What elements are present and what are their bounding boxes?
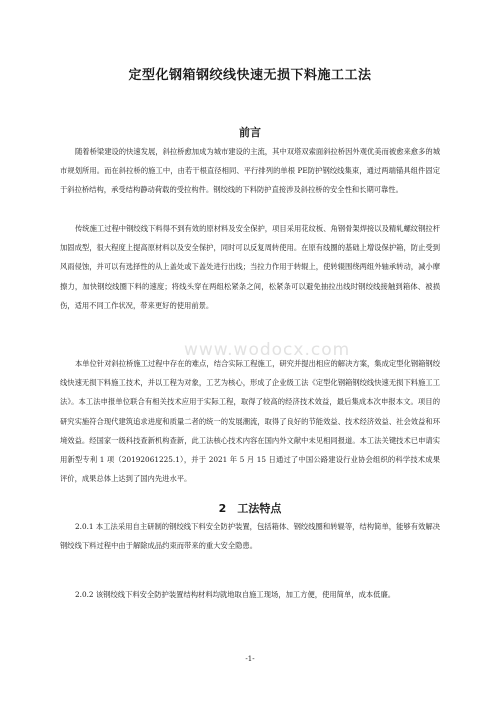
watermark: www.wodocx.com	[184, 340, 351, 360]
section-2-heading: 2 工法特点	[218, 502, 282, 515]
document-title: 定型化钢箱钢绞线快速无损下料施工工法	[128, 68, 372, 83]
page-number: -1-	[245, 655, 255, 663]
preface-paragraph-3: 本单位针对斜拉桥施工过程中存在的难点，结合实际工程施工，研究并提出相应的解决方案，集成定型化钢箱钢绞线快速无损下料施工技术，并以工程为对象，工艺为核心，形成了企业级工法《定型化钢箱钢绞线快速无损下料施工工法》。本工法申报单位联合有相关技术应用于实际工程，取得了较高的经济技术效益，最后集成本次申报本文。项目的研究实施符合现代建筑追求进度和质量二者的统一的发展潮流，取得了良好的节能效益、技术经济效益、社会效益和环境效益。经国家一级科技查新机构查新，此工法核心技术内容在国内外文献中未见相同报道。本工法关键技术已申请实用新型专利 1 项（20192061225.1），并于 2021 年 5 月 15 日通过了中国公路建设行业协会组织的科学技术成果评价，成果总体上达到了国内先进水平。	[60, 359, 440, 484]
section-2-paragraph-2: 2.0.2 该钢绞线下料安全防护装置结构材料均就地取自施工现场，加工方便，使用简单，成本低廉。	[75, 590, 396, 599]
preface-paragraph-2: 传统施工过程中钢绞线下料得不到有效的原材料及安全保护，项目采用花纹板、角钢骨架焊接以及精轧螺纹钢拉杆加固成型，很大程度上提高原材料以及安全保护，同时可以反复周转使用。在原有线圈的基础上增设保护箱，防止受到风雨侵蚀，并可以有选择性的从上盖处或下盖处进行出线；当拉力作用于转辊上，使转辊围绕两组外轴承转动，减小摩擦力，加快钢绞线圈下料的速度；将线头穿在两组松紧条之间，松紧条可以避免抽拉出线时钢绞线接触到箱体、被损伤，适用不同工作状况，带来更好的使用前景。	[60, 224, 440, 310]
preface-heading: 前言	[239, 126, 261, 139]
section-2-paragraph-1: 2.0.1 本工法采用自主研制的钢绞线下料安全防护装置，包括箱体、钢绞线圈和转辊等，结构简单，能够有效解决钢绞线下料过程中由于解除成品约束而带来的重大安全隐患。	[60, 522, 440, 551]
preface-paragraph-1: 随着桥梁建设的快速发展，斜拉桥愈加成为城市建设的主流，其中双塔双索面斜拉桥因外观优美而被愈来愈多的城市规划所用。而在斜拉桥的施工中，由若干根直径相同、平行排列的单根 PE防护钢绞线集束，通过两端锚具组件固定于斜拉桥结构，承受结构静动荷载的受拉构件。钢绞线的下料防护直接涉及斜拉桥的安全性和长期可靠性。	[60, 147, 440, 195]
